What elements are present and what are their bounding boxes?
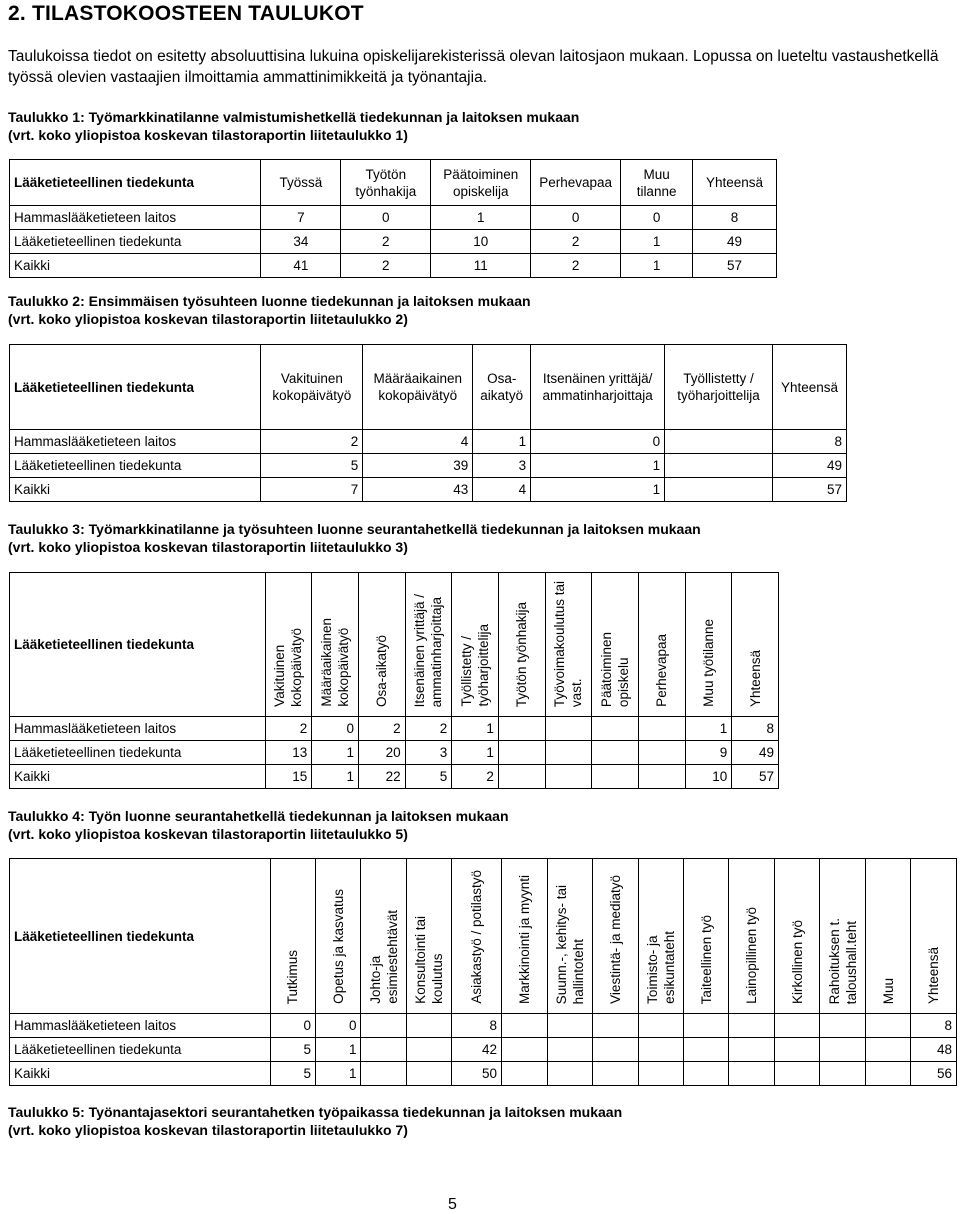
row-label: Hammaslääketieteen laitos	[10, 1014, 271, 1038]
cell	[361, 1062, 406, 1086]
table4-caption: Taulukko 4: Työn luonne seurantahetkellä tiedekunnan ja laitoksen mukaan (vrt. koko yliopistoa koskevan tilastoraportin liitetaulukko 5)	[8, 808, 509, 842]
table4-column-header	[316, 859, 361, 1014]
cell: 0	[312, 717, 359, 741]
cell: 20	[358, 741, 405, 765]
table1-header: Lääketieteellinen tiedekunta	[10, 160, 261, 206]
cell: 2	[358, 717, 405, 741]
cell	[545, 741, 592, 765]
table4-column-header	[406, 859, 451, 1014]
cell	[665, 454, 773, 478]
cell: 34	[261, 230, 341, 254]
table4-column-header-text: Toimisto- ja esikuntateht	[644, 931, 677, 1004]
table3-column-header-text: Päätoiminen opiskelu	[599, 631, 632, 707]
table4-column-header	[638, 859, 683, 1014]
table3-column-header	[592, 573, 639, 717]
row-label: Kaikki	[10, 765, 266, 789]
cell	[502, 1014, 547, 1038]
table4-column-header-text: Viestintä- ja mediatyö	[607, 875, 623, 1004]
cell: 2	[261, 430, 363, 454]
cell: 2	[531, 254, 621, 278]
cell	[361, 1038, 406, 1062]
row-label: Lääketieteellinen tiedekunta	[10, 230, 261, 254]
cell: 1	[316, 1038, 361, 1062]
table-row	[10, 765, 779, 789]
table-row	[10, 1038, 957, 1062]
cell	[498, 717, 545, 741]
cell: 1	[621, 254, 693, 278]
row-label: Kaikki	[10, 254, 261, 278]
cell	[774, 1038, 819, 1062]
table3-column-header	[732, 573, 779, 717]
cell	[865, 1062, 910, 1086]
table4-column-header-text: Suunn.-, kehitys- tai hallintoteht	[553, 884, 586, 1004]
cell: 57	[693, 254, 777, 278]
cell: 48	[911, 1038, 957, 1062]
table-row	[10, 717, 779, 741]
cell: 10	[685, 765, 732, 789]
cell	[406, 1014, 451, 1038]
page-number: 5	[448, 1196, 457, 1213]
table3	[9, 572, 779, 789]
table2-header: Työllistetty / työharjoittelija	[665, 345, 773, 430]
cell: 5	[261, 454, 363, 478]
row-label: Hammaslääketieteen laitos	[10, 430, 261, 454]
cell	[502, 1062, 547, 1086]
cell: 4	[363, 430, 473, 454]
cell: 0	[270, 1014, 315, 1038]
cell	[502, 1038, 547, 1062]
cell	[638, 1014, 683, 1038]
table4-column-header-text: Muu	[880, 977, 896, 1004]
table1-header: Yhteensä	[693, 160, 777, 206]
cell	[684, 1014, 729, 1038]
table4-column-header-text: Rahoituksen t. taloushall.teht	[826, 917, 859, 1004]
cell	[638, 741, 685, 765]
cell	[547, 1062, 592, 1086]
cell	[865, 1014, 910, 1038]
table4-column-header-text: Konsultointi tai koulutus	[413, 916, 446, 1004]
cell: 1	[312, 765, 359, 789]
cell	[545, 717, 592, 741]
cell: 3	[405, 741, 452, 765]
cell	[638, 1038, 683, 1062]
table2	[9, 344, 847, 502]
cell: 2	[341, 230, 431, 254]
table4-column-header-text: Kirkollinen työ	[789, 919, 805, 1004]
cell	[665, 478, 773, 502]
table-row	[10, 454, 847, 478]
cell: 15	[265, 765, 312, 789]
cell	[820, 1014, 865, 1038]
table3-column-header-text: Vakituinen kokopäivätyö	[272, 628, 305, 707]
cell	[729, 1038, 774, 1062]
table-row	[10, 1014, 957, 1038]
section-heading: 2. TILASTOKOOSTEEN TAULUKOT	[8, 2, 364, 25]
table-row	[10, 478, 847, 502]
table4-column-header	[361, 859, 406, 1014]
table3-column-header-text: Yhteensä	[747, 649, 763, 707]
table1	[9, 159, 777, 278]
table1-header: Perhevapaa	[531, 160, 621, 206]
table3-column-header-text: Itsenäinen yrittäjä / ammatinharjoittaja	[412, 593, 445, 707]
table3-column-header	[545, 573, 592, 717]
row-label: Kaikki	[10, 1062, 271, 1086]
table3-column-header	[405, 573, 452, 717]
table-row	[10, 1062, 957, 1086]
table4-column-header	[729, 859, 774, 1014]
table4-column-header	[865, 859, 910, 1014]
cell	[498, 765, 545, 789]
cell	[498, 741, 545, 765]
cell	[684, 1038, 729, 1062]
table3-column-header-text: Työtön työnhakija	[514, 601, 530, 707]
cell: 1	[431, 206, 531, 230]
intro-paragraph: Taulukoissa tiedot on esitetty absoluuttisina lukuina opiskelijarekisterissä olevan laitosjaon mukaan. Lopussa on lueteltu vastaushetkellä työssä olevien vastaajien ilmoittamia ammattinimikkeitä ja työnantajia.	[8, 48, 939, 86]
cell	[729, 1062, 774, 1086]
table3-column-header	[312, 573, 359, 717]
cell: 4	[473, 478, 531, 502]
cell: 8	[911, 1014, 957, 1038]
table1-header: Päätoiminen opiskelija	[431, 160, 531, 206]
table4-column-header-text: Lainopillinen työ	[744, 907, 760, 1004]
table3-column-header	[265, 573, 312, 717]
table2-header: Vakituinen kokopäivätyö	[261, 345, 363, 430]
table4-column-header-text: Taiteellinen työ	[698, 914, 714, 1004]
table4	[9, 858, 957, 1086]
cell: 2	[531, 230, 621, 254]
cell: 13	[265, 741, 312, 765]
cell	[406, 1038, 451, 1062]
cell: 49	[772, 454, 846, 478]
table-row	[10, 430, 847, 454]
cell	[865, 1038, 910, 1062]
cell	[547, 1038, 592, 1062]
table3-column-header-text: Osa-aikatyö	[374, 634, 390, 707]
cell	[592, 741, 639, 765]
cell	[665, 430, 773, 454]
row-label: Kaikki	[10, 478, 261, 502]
table3-column-header-text: Työvoimakoulutus tai vast.	[552, 580, 585, 707]
table4-column-header	[820, 859, 865, 1014]
cell: 22	[358, 765, 405, 789]
cell	[545, 765, 592, 789]
cell: 57	[772, 478, 846, 502]
table3-column-header	[358, 573, 405, 717]
cell: 50	[452, 1062, 502, 1086]
table2-header: Osa-aikatyö	[473, 345, 531, 430]
row-label: Lääketieteellinen tiedekunta	[10, 741, 266, 765]
table2-header: Määräaikainen kokopäivätyö	[363, 345, 473, 430]
table-row	[10, 206, 777, 230]
cell	[361, 1014, 406, 1038]
table1-header: Muu tilanne	[621, 160, 693, 206]
table4-column-header	[774, 859, 819, 1014]
cell: 49	[693, 230, 777, 254]
cell: 10	[431, 230, 531, 254]
table2-header: Yhteensä	[772, 345, 846, 430]
table3-column-header	[638, 573, 685, 717]
cell: 0	[531, 430, 665, 454]
table-row	[10, 254, 777, 278]
table4-column-header-text: Opetus ja kasvatus	[330, 889, 346, 1004]
cell: 1	[621, 230, 693, 254]
cell: 9	[685, 741, 732, 765]
cell	[592, 717, 639, 741]
cell: 1	[473, 430, 531, 454]
cell: 0	[316, 1014, 361, 1038]
table2-header: Itsenäinen yrittäjä/ ammatinharjoittaja	[531, 345, 665, 430]
cell: 5	[405, 765, 452, 789]
cell: 7	[261, 478, 363, 502]
cell	[774, 1014, 819, 1038]
table4-row-header: Lääketieteellinen tiedekunta	[10, 859, 271, 1014]
table1-caption: Taulukko 1: Työmarkkinatilanne valmistumishetkellä tiedekunnan ja laitoksen mukaan (vrt. koko yliopistoa koskevan tilastoraportin liitetaulukko 1)	[8, 109, 580, 143]
cell	[593, 1038, 638, 1062]
table5-caption: Taulukko 5: Työnantajasektori seurantahetken työpaikassa tiedekunnan ja laitoksen mukaan (vrt. koko yliopistoa koskevan tilastoraportin liitetaulukko 7)	[8, 1104, 623, 1138]
row-label: Lääketieteellinen tiedekunta	[10, 454, 261, 478]
cell: 2	[452, 765, 499, 789]
table4-column-header	[452, 859, 502, 1014]
cell: 8	[693, 206, 777, 230]
cell: 2	[405, 717, 452, 741]
table3-column-header	[498, 573, 545, 717]
table3-column-header	[452, 573, 499, 717]
cell	[820, 1038, 865, 1062]
table4-column-header	[911, 859, 957, 1014]
cell	[684, 1062, 729, 1086]
cell: 42	[452, 1038, 502, 1062]
cell	[638, 765, 685, 789]
cell: 41	[261, 254, 341, 278]
cell	[729, 1014, 774, 1038]
cell	[547, 1014, 592, 1038]
cell: 5	[270, 1062, 315, 1086]
cell	[820, 1062, 865, 1086]
cell: 56	[911, 1062, 957, 1086]
table3-column-header-text: Määräaikainen kokopäivätyö	[319, 618, 352, 707]
cell: 1	[312, 741, 359, 765]
table4-column-header	[502, 859, 547, 1014]
cell: 8	[772, 430, 846, 454]
cell: 0	[531, 206, 621, 230]
cell	[592, 765, 639, 789]
cell: 49	[732, 741, 779, 765]
cell: 1	[452, 717, 499, 741]
cell: 1	[452, 741, 499, 765]
table4-column-header-text: Markkinointi ja myynti	[516, 874, 532, 1004]
cell: 39	[363, 454, 473, 478]
table-row	[10, 230, 777, 254]
cell	[638, 717, 685, 741]
row-label: Hammaslääketieteen laitos	[10, 717, 266, 741]
cell: 3	[473, 454, 531, 478]
table3-column-header-text: Perhevapaa	[654, 634, 670, 707]
cell: 1	[531, 454, 665, 478]
cell: 57	[732, 765, 779, 789]
row-label: Hammaslääketieteen laitos	[10, 206, 261, 230]
table2-caption: Taulukko 2: Ensimmäisen työsuhteen luonne tiedekunnan ja laitoksen mukaan (vrt. koko yliopistoa koskevan tilastoraportin liitetaulukko 2)	[8, 293, 531, 327]
table3-column-header-text: Muu työtilanne	[700, 619, 716, 707]
table1-header: Työtön työnhakija	[341, 160, 431, 206]
cell: 2	[341, 254, 431, 278]
table2-header: Lääketieteellinen tiedekunta	[10, 345, 261, 430]
cell: 1	[316, 1062, 361, 1086]
table3-row-header: Lääketieteellinen tiedekunta	[10, 573, 266, 717]
table4-column-header-text: Yhteensä	[926, 946, 942, 1004]
table4-column-header	[593, 859, 638, 1014]
cell: 11	[431, 254, 531, 278]
cell: 8	[732, 717, 779, 741]
cell: 1	[685, 717, 732, 741]
cell: 1	[531, 478, 665, 502]
cell	[638, 1062, 683, 1086]
cell: 2	[265, 717, 312, 741]
cell: 7	[261, 206, 341, 230]
table3-column-header	[685, 573, 732, 717]
table4-column-header	[684, 859, 729, 1014]
table4-column-header	[270, 859, 315, 1014]
cell: 43	[363, 478, 473, 502]
cell: 0	[341, 206, 431, 230]
cell	[406, 1062, 451, 1086]
table3-caption: Taulukko 3: Työmarkkinatilanne ja työsuhteen luonne seurantahetkellä tiedekunnan ja laitoksen mukaan (vrt. koko yliopistoa koskevan tilastoraportin liitetaulukko 3)	[8, 521, 701, 555]
cell: 5	[270, 1038, 315, 1062]
cell	[593, 1014, 638, 1038]
cell: 0	[621, 206, 693, 230]
table4-column-header-text: Tutkimus	[285, 949, 301, 1004]
cell	[593, 1062, 638, 1086]
row-label: Lääketieteellinen tiedekunta	[10, 1038, 271, 1062]
table4-column-header	[547, 859, 592, 1014]
table4-column-header-text: Asiakastyö / potilastyö	[469, 870, 485, 1004]
cell	[774, 1062, 819, 1086]
table-row	[10, 741, 779, 765]
table4-column-header-text: Johto-ja esimiestehtävät	[367, 910, 400, 1004]
table3-column-header-text: Työllistetty / työharjoittelija	[459, 624, 492, 707]
cell: 8	[452, 1014, 502, 1038]
table1-header: Työssä	[261, 160, 341, 206]
